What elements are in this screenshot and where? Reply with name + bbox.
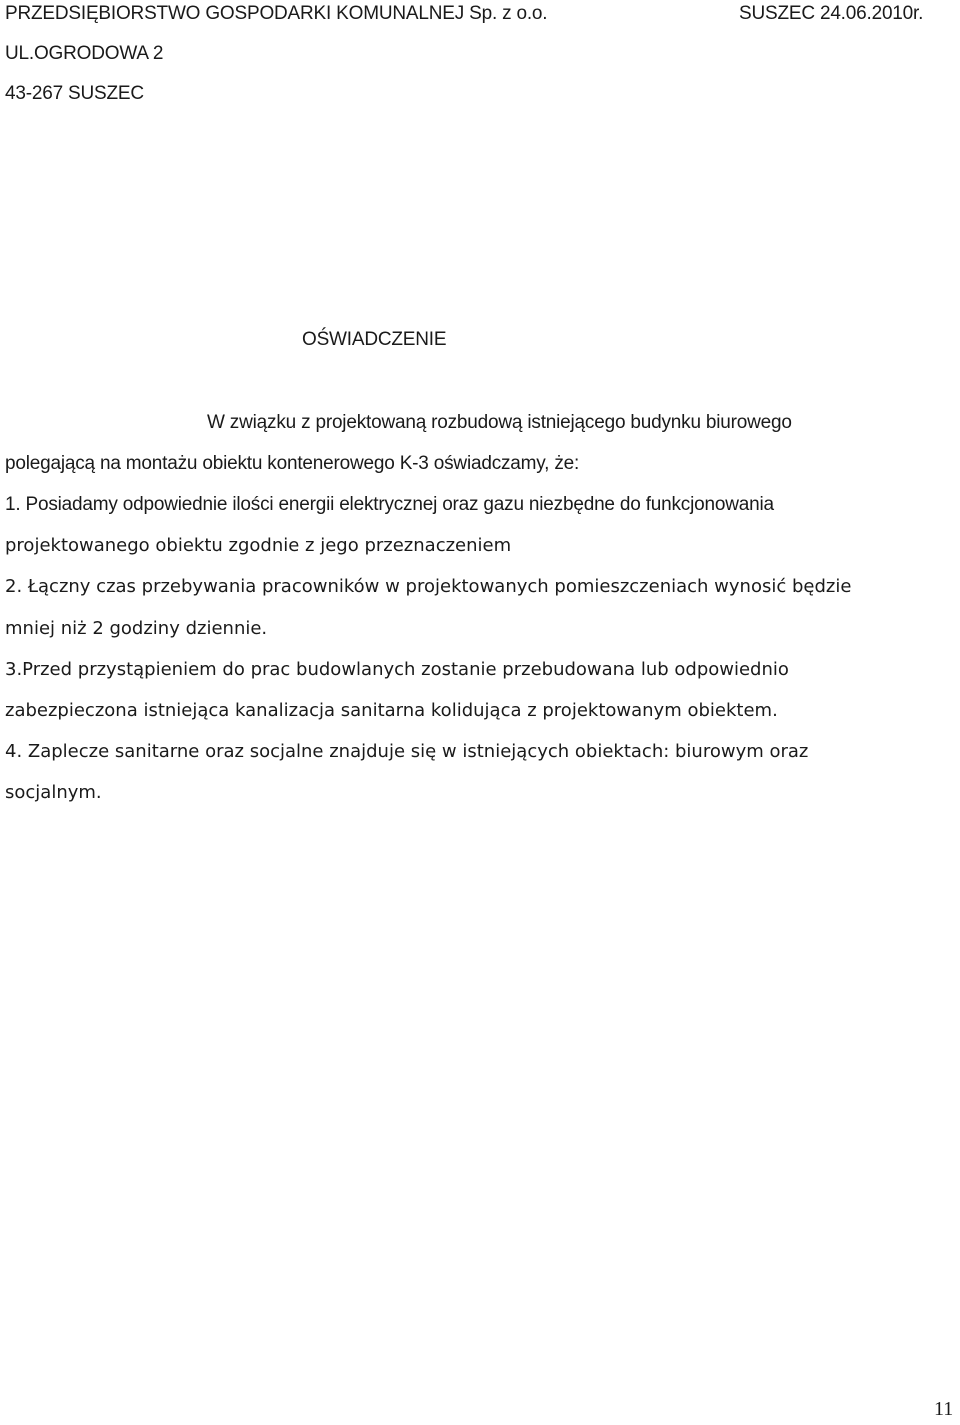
place-date: SUSZEC 24.06.2010r. (739, 3, 924, 24)
statement-2-line: mniej niż 2 godziny dziennie. (5, 618, 268, 639)
page-number: 11 (934, 1398, 954, 1420)
statement-4-line: 4. Zaplecze sanitarne oraz socjalne znajduje się w istniejących obiektach: biurowym oraz (5, 741, 809, 762)
statement-3-line: zabezpieczona istniejąca kanalizacja sanitarna kolidująca z projektowanym obiektem. (5, 700, 778, 721)
statement-1-line: 1. Posiadamy odpowiednie ilości energii elektrycznej oraz gazu niezbędne do funkcjonowania (5, 494, 774, 515)
statement-2-line: 2. Łączny czas przebywania pracowników w projektowanych pomieszczeniach wynosić będzie (5, 576, 852, 597)
company-postal: 43-267 SUSZEC (5, 83, 144, 104)
statement-4-line: socjalnym. (5, 782, 102, 803)
company-street: UL.OGRODOWA 2 (5, 43, 164, 64)
company-name: PRZEDSIĘBIORSTWO GOSPODARKI KOMUNALNEJ Sp. z o.o. (5, 3, 548, 24)
intro-line: polegającą na montażu obiektu kontenerowego K-3 oświadczamy, że: (5, 453, 580, 474)
intro-line: W związku z projektowaną rozbudową istniejącego budynku biurowego (207, 412, 792, 433)
statement-3-line: 3.Przed przystąpieniem do prac budowlanych zostanie przebudowana lub odpowiednio (5, 659, 789, 680)
statement-1-line: projektowanego obiektu zgodnie z jego przeznaczeniem (5, 535, 512, 556)
document-title: OŚWIADCZENIE (302, 329, 447, 350)
